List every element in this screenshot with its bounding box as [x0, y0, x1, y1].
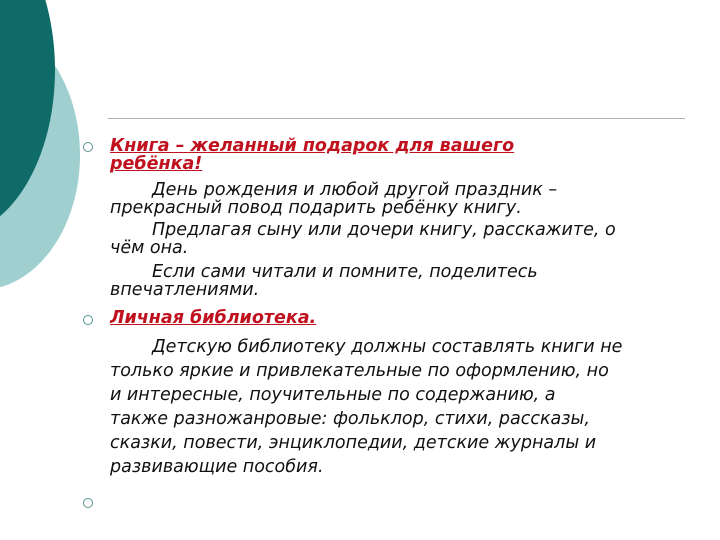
item-body-line: чём она. [110, 238, 189, 258]
bullet-circle-icon [83, 315, 93, 325]
item-heading-line: Личная библиотека. [110, 308, 317, 328]
bullet-circle-icon [83, 498, 93, 508]
item-body-line: Детскую библиотеку должны составлять книги не [152, 337, 623, 357]
item-body-line: День рождения и любой другой праздник – [152, 180, 558, 200]
item-body-line: Предлагая сыну или дочери книгу, расскажите, о [152, 220, 616, 240]
item-heading-line: Книга – желанный подарок для вашего [110, 136, 515, 156]
item-body-line: Если сами читали и помните, поделитесь [152, 262, 538, 282]
item-heading-line: ребёнка! [110, 154, 203, 174]
bullet-circle-icon [83, 142, 93, 152]
divider-line [108, 118, 685, 119]
item-body-line: прекрасный повод подарить ребёнку книгу. [110, 198, 522, 218]
item-body-line: сказки, повести, энциклопедии, детские журналы и [110, 433, 597, 453]
item-body-line: и интересные, поучительные по содержанию, а [110, 385, 556, 405]
item-body-line: впечатлениями. [110, 280, 260, 300]
item-body-line: только яркие и привлекательные по оформлению, но [110, 361, 609, 381]
item-body-line: развивающие пособия. [110, 457, 324, 477]
item-body-line: также разножанровые: фольклор, стихи, рассказы, [110, 409, 590, 429]
